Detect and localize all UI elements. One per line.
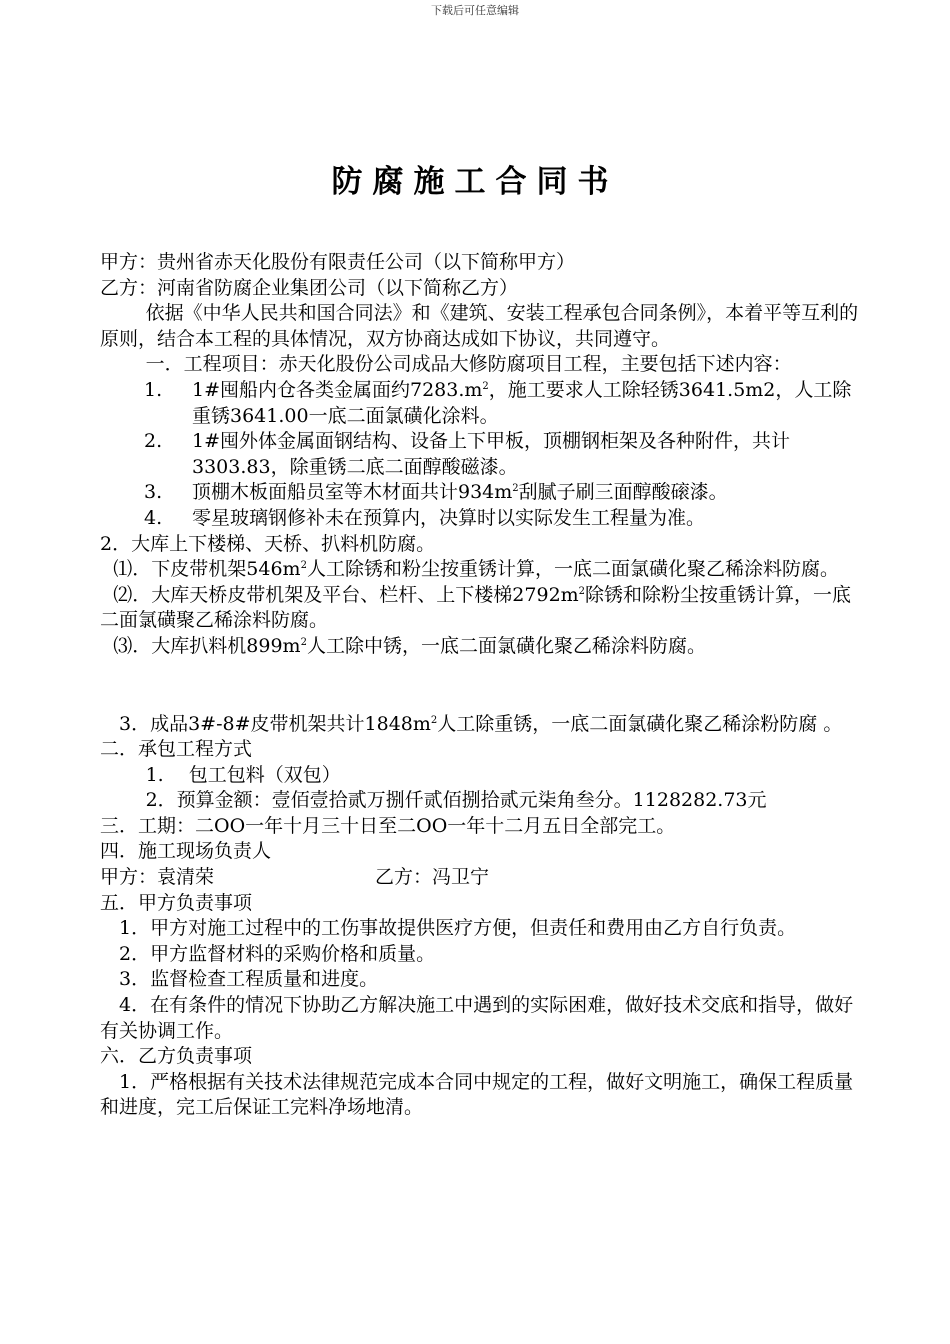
- item-text: 顶棚木板面船员室等木材面共计$934m^2$刮腻子刷三面醇酸磙漆。: [192, 481, 728, 504]
- section-1-heading: 一．工程项目：赤天化股份公司成品大修防腐项目工程，主要包括下述内容：: [145, 353, 792, 376]
- section-2-heading: 2．大库上下楼梯、天桥、扒料机防腐。: [100, 532, 436, 555]
- contract-mode-heading: 二．承包工程方式: [100, 738, 253, 761]
- party-a-duty: 2．甲方监督材料的采购价格和质量。: [119, 942, 436, 965]
- item-text: 零星玻璃钢修补未在预算内，决算时以实际发生工程量为准。: [192, 506, 706, 529]
- party-a-duty: 1．甲方对施工过程中的工伤事故提供医疗方便，但责任和费用由乙方自行负责。: [119, 917, 797, 940]
- section-1-item: [100, 480, 860, 506]
- party-b-duty: 1．严格根据有关技术法律规范完成本合同中规定的工程，做好文明施工，确保工程质量和进度，完工后保证工完料净场地清。: [100, 1070, 854, 1119]
- site-managers-row: [100, 865, 860, 891]
- section-2-item: ⑵．大库天桥皮带机架及平台、栏杆、上下楼梯$2792m^2$除锈和除粉尘按重锈计算，一底二面氯磺聚乙稀涂料防腐。: [100, 583, 852, 632]
- section-1-item: [100, 429, 860, 480]
- section-1-item: [100, 378, 860, 429]
- contract-mode-item: 1. 包工包料（双包）: [145, 763, 341, 786]
- party-a-duty: 3．监督检查工程质量和进度。: [119, 968, 379, 991]
- preamble: 依据《中华人民共和国合同法》和《建筑、安装工程承包合同条例》，本着平等互利的原则，结合本工程的具体情况，双方协商达成如下协议，共同遵守。: [100, 302, 859, 350]
- document-body: [100, 250, 860, 1121]
- party-b: 乙方：河南省防腐企业集团公司（以下简称乙方）: [100, 276, 519, 299]
- header-note: 下载后可任意编辑: [431, 4, 519, 17]
- party-a-duties-heading: 五．甲方负责事项: [100, 891, 253, 914]
- budget-amount: 2．预算金额：壹佰壹拾贰万捌仟贰佰捌拾贰元柒角叁分。1128282.73元: [145, 789, 767, 812]
- item-text: 1#囤船内仓各类金属面约$7283.m^2$，施工要求人工除轻锈3641.5m2，人工除重锈3641.00一底二面氯磺化涂料。: [192, 378, 852, 427]
- document-title: 防腐施工合同书: [331, 164, 619, 200]
- schedule: 三．工期：二OO一年十月三十日至二OO一年十二月五日全部完工。: [100, 814, 676, 837]
- party-a: 甲方：贵州省赤天化股份有限责任公司（以下简称甲方）: [100, 251, 576, 273]
- site-manager-b: 乙方：冯卫宁: [375, 866, 490, 889]
- section-2-item: ⑶．大库扒料机$899m^2$人工除中锈，一底二面氯磺化聚乙稀涂料防腐。: [113, 634, 706, 657]
- site-managers-heading: 四．施工现场负责人: [100, 840, 272, 863]
- section-1-item: [100, 506, 860, 532]
- item-number: 4.: [144, 506, 163, 529]
- party-a-duty: 4．在有条件的情况下协助乙方解决施工中遇到的实际困难，做好技术交底和指导，做好有关协调工作。: [100, 994, 854, 1042]
- party-b-duties-heading: 六．乙方负责事项: [100, 1045, 253, 1068]
- item-number: 3.: [144, 481, 163, 504]
- item-text: 1#囤外体金属面钢结构、设备上下甲板，顶棚钢柜架及各种附件，共计3303.83，除重锈二底二面醇酸磁漆。: [192, 430, 791, 478]
- item-number: 2.: [144, 430, 163, 453]
- section-3-item: 3．成品3#-8#皮带机架共计$1848m^2$人工除重锈，一底二面氯磺化聚乙稀涂粉防腐 。: [119, 712, 843, 735]
- item-number: 1.: [144, 378, 163, 401]
- site-manager-a: 甲方：袁清荣: [100, 866, 215, 889]
- section-2-item: ⑴．下皮带机架$546m^2$人工除锈和粉尘按重锈计算，一底二面氯磺化聚乙稀涂料防腐。: [113, 558, 839, 581]
